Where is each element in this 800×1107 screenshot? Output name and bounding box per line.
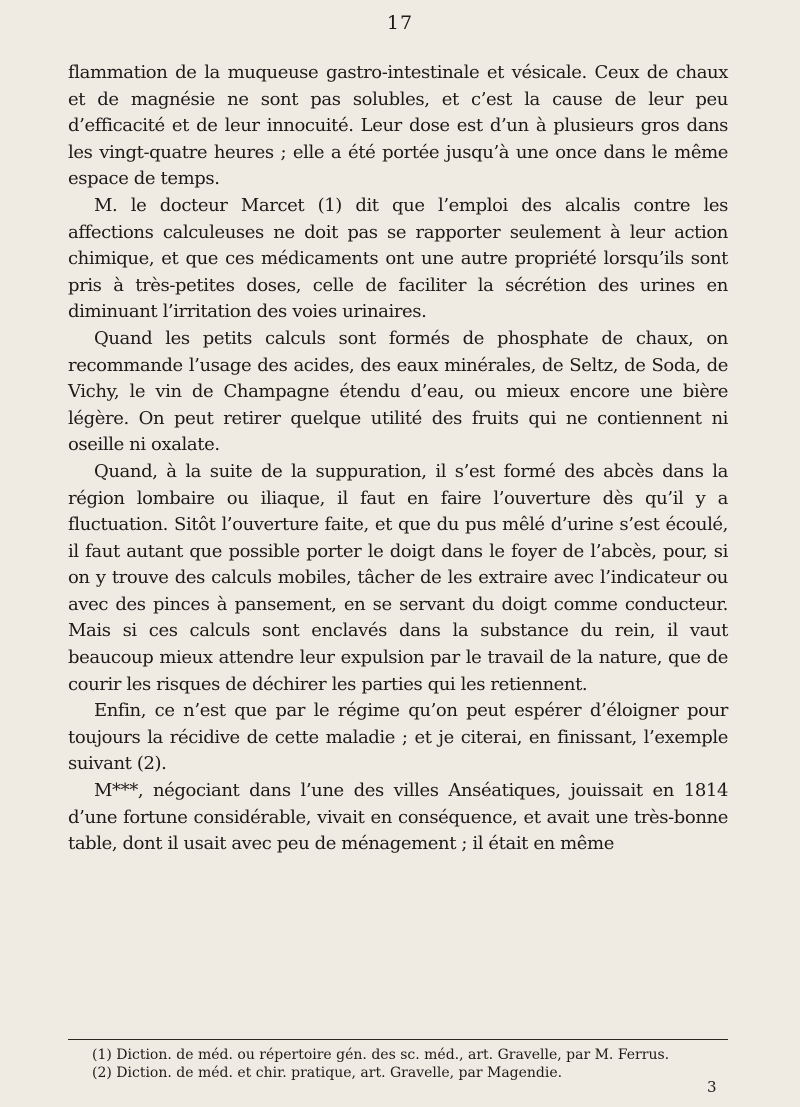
paragraph-3: Quand les petits calculs sont formés de phosphate de chaux, on recommande l’usage des acides, des eaux minérales, de Seltz, de Soda, de Vichy, le vin de Champagne étendu d’eau, ou mieux encore une bière légère. On peut retirer quelque utilité des fruits qui ne contiennent ni oseille ni oxalate. bbox=[68, 327, 728, 456]
paragraph-5: Enfin, ce n’est que par le régime qu’on peut espérer d’éloigner pour toujours la récidive de cette maladie ; et je citerai, en finissant, l’exemple suivant (2). bbox=[68, 700, 728, 775]
footnote-divider bbox=[68, 1039, 728, 1040]
signature-mark: 3 bbox=[707, 1078, 717, 1096]
paragraph-2: M. le docteur Marcet (1) dit que l’emploi des alcalis contre les affections calculeuses ne doit pas se rapporter seulement à leur action chimique, et que ces médicaments ont une autre propriété lorsqu’ils sont pris à très-petites doses, celle de faciliter la sécrétion des urines en diminuant l’irritation des voies urinaires. bbox=[68, 194, 728, 323]
paragraph-4: Quand, à la suite de la suppuration, il s’est formé des abcès dans la région lombaire ou iliaque, il faut en faire l’ouverture dès qu’il y a fluctuation. Sitôt l’ouverture faite, et que du pus mêlé d’urine s’est écoulé, il faut autant que possible porter le doigt dans le foyer de l’abcès, pour, si on y trouve des calculs mobiles, tâcher de les extraire avec l’indicateur ou avec des pinces à pansement, en se servant du doigt comme conducteur. Mais si ces calculs sont enclavés dans la substance du rein, il vaut beaucoup mieux attendre leur expulsion par le travail de la nature, que de courir les risques de déchirer les parties qui les retiennent. bbox=[68, 460, 728, 695]
paragraph-6: M***, négociant dans l’une des villes Anséatiques, jouissait en 1814 d’une fortune considérable, vivait en conséquence, et avait une très-bonne table, dont il usait avec peu de ménagement ; il était en même bbox=[68, 780, 728, 855]
footnote-2: (2) Diction. de méd. et chir. pratique, art. Gravelle, par Magendie. bbox=[92, 1065, 563, 1081]
paragraph-1: flammation de la muqueuse gastro-intestinale et vésicale. Ceux de chaux et de magnésie ne sont pas solubles, et c’est la cause de leur peu d’efficacité et de leur innocuité. Leur dose est d’un à plusieurs gros dans les vingt-quatre heures ; elle a été portée jusqu’à une once dans le même espace de temps. bbox=[68, 62, 728, 190]
footnotes bbox=[92, 1046, 732, 1082]
footnote-1: (1) Diction. de méd. ou répertoire gén. des sc. méd., art. Gravelle, par M. Ferrus. bbox=[92, 1047, 670, 1063]
body-text bbox=[68, 60, 728, 858]
page-number: 17 bbox=[386, 12, 414, 34]
